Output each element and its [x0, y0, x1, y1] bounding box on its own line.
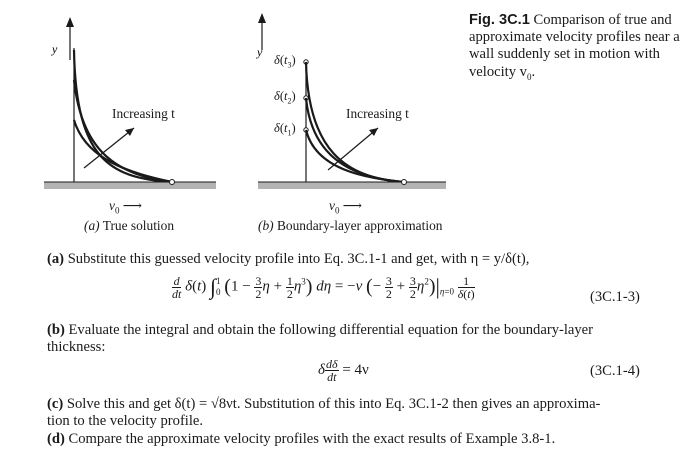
delta-t3-label: $\delta(t_3)$ [274, 53, 296, 70]
paragraph-a: (a) Substitute this guessed velocity profile into Eq. 3C.1-1 and get, with η = y/δ(t), [47, 251, 530, 267]
caption-b: (b) Boundary-layer approximation [258, 218, 443, 233]
increasing-arrow-b [328, 128, 378, 170]
increasing-t-label-a: Increasing t [112, 106, 175, 121]
profile-curve-1-b [306, 62, 404, 182]
y-axis-arrowhead-b [258, 13, 266, 23]
equation-number-1: (3C.1-3) [590, 289, 640, 305]
wall-velocity-b: $v_0$ ⟶ [329, 198, 362, 216]
equation-3c1-3: $\frac{d}{dt}$ δ(t) ∫ 1 0 (1 − $\frac{3}{2}$ η + $\frac{1}{2}$ $\eta^3$) dη = −ν (− $\frac{3}{2}$ + $\frac{3}{2}$ $\eta^2)|_{\eta=0}$ $\frac{1}{\delta(t)}$ [172, 273, 475, 301]
wall-velocity-a: $v_0$ ⟶ [109, 198, 142, 216]
paragraph-c: (c) Solve this and get δ(t) = √8νt. Substitution of this into Eq. 3C.1-2 then gives an approxima- tion to the velocity profile. [47, 396, 601, 429]
delta-t1-label: $\delta(t_1)$ [274, 121, 296, 138]
profile-curve-3-b [306, 130, 404, 182]
wall-a [44, 182, 216, 189]
delta-t2-label: $\delta(t_2)$ [274, 89, 296, 106]
paragraph-d: (d) Compare the approximate velocity profiles with the exact results of Example 3.8-1. [47, 431, 556, 447]
y-axis-label-b: y [257, 45, 263, 59]
wall-point-a [170, 180, 175, 185]
wall-point-b [402, 180, 407, 185]
increasing-t-label-b: Increasing t [346, 106, 409, 121]
figure-caption: Fig. 3C.1 Comparison of true and approximate velocity profiles near a wall suddenly set in motion with velocity $v_0$. [469, 12, 680, 82]
y-axis-arrowhead-a [66, 17, 74, 27]
wall-b [258, 182, 446, 189]
y-axis-label-a: y [52, 42, 58, 56]
equation-3c1-4: δ $\frac{d\delta}{dt}$ = 4ν [318, 357, 369, 384]
paragraph-b: (b) Evaluate the integral and obtain the following differential equation for the boundary-layer thickness: [47, 322, 594, 355]
equation-number-2: (3C.1-4) [590, 363, 640, 379]
caption-a: (a) True solution [84, 218, 175, 233]
